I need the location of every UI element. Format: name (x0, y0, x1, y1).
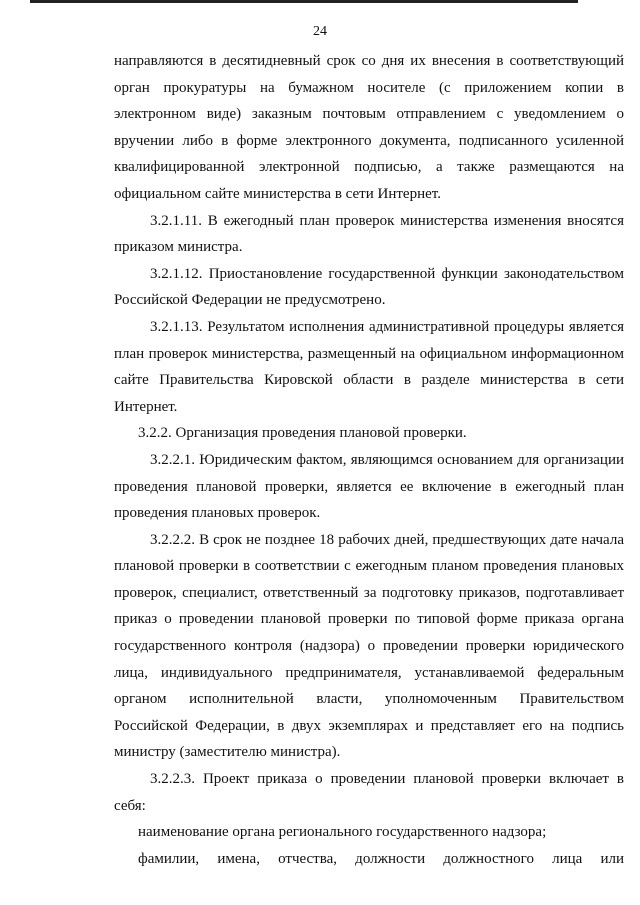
paragraph-3-2-1-12: 3.2.1.12. Приостановление государственной функции законодательством Российской Федерации не предусмотрено. (114, 265, 624, 309)
list-item-official-names: фамилии, имена, отчества, должности должностного лица или (138, 850, 624, 867)
paragraph-3-2-1-11: 3.2.1.11. В ежегодный план проверок министерства изменения вносятся приказом министра. (114, 212, 624, 256)
paragraph-3-2-2: 3.2.2. Организация проведения плановой проверки. (138, 425, 467, 442)
paragraph-3-2-2-2: 3.2.2.2. В срок не позднее 18 рабочих дней, предшествующих дате начала плановой проверки в соответствии с ежегодным планом проведения плановых проверок, специалист, ответственный за подготовку приказов, подготавливает приказ о проведении плановой проверки по типовой форме приказа органа государственного контроля (надзора) о проведении проверки юридического лица, индивидуального предпринимателя, устанавливаемой федеральным органом исполнительной власти, уполномоченным Правительством Российской Федерации, в двух экземплярах и представляет его на подпись министру (заместителю министра). (114, 531, 624, 761)
page-number: 24 (313, 24, 327, 39)
document-body (114, 48, 624, 872)
paragraph-3-2-1-13: 3.2.1.13. Результатом исполнения административной процедуры является план проверок министерства, размещенный на официальном информационном сайте Правительства Кировской области в разделе министерства в сети Интернет. (114, 318, 624, 415)
paragraph-continuation: направляются в десятидневный срок со дня их внесения в соответствующий орган прокуратуры на бумажном носителе (с приложением копии в электронном виде) заказным почтовым отправлением с уведомлением о вручении либо в форме электронного документа, подписанного усиленной квалифицированной электронной подписью, а также размещаются на официальном сайте министерства в сети Интернет. (114, 53, 624, 202)
list-item-organ-name: наименование органа регионального государственного надзора; (138, 824, 547, 841)
top-border-line (30, 0, 578, 3)
paragraph-3-2-2-3: 3.2.2.3. Проект приказа о проведении плановой проверки включает в себя: (114, 771, 624, 814)
paragraph-3-2-2-1: 3.2.2.1. Юридическим фактом, являющимся основанием для организации проведения плановой проверки, является ее включение в ежегодный план проведения плановых проверок. (114, 451, 624, 522)
